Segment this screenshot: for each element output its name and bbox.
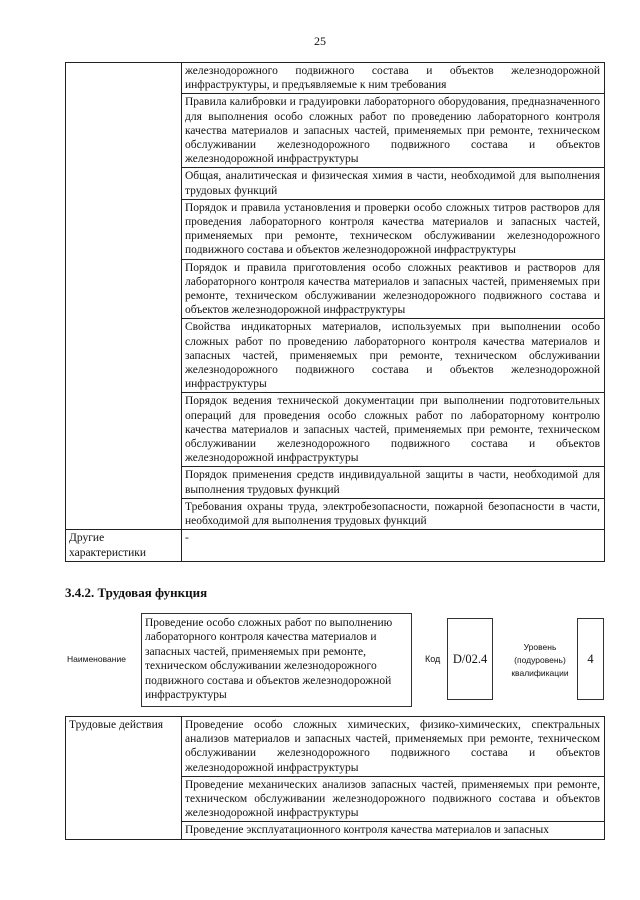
code-value: D/02.4: [447, 618, 493, 700]
table-row: [66, 63, 605, 94]
knowledge-item: Порядок ведения технической документации при выполнении подготовительных операций для проведения особо сложных работ по лабораторному контролю качества материалов и запасных частей, применяемых при ремонте, техническом обслуживании железнодорожного подвижного состава и объектов железнодорожной инфраструктуры: [182, 393, 605, 467]
action-item: Проведение механических анализов запасных частей, применяемых при ремонте, техническом обслуживании железнодорожного подвижного состава и объектов железнодорожной инфраструктуры: [182, 776, 605, 822]
section-title: 3.4.2. Трудовая функция: [65, 585, 208, 600]
other-characteristics-value: -: [182, 530, 605, 561]
name-label: Наименование: [67, 654, 126, 664]
actions-table: [65, 716, 605, 840]
knowledge-item: Требования охраны труда, электробезопасности, пожарной безопасности в части, необходимой для выполнения трудовых функций: [182, 498, 605, 529]
knowledge-label-cell: [66, 63, 182, 530]
knowledge-item: Порядок применения средств индивидуальной защиты в части, необходимой для выполнения трудовых функций: [182, 467, 605, 498]
knowledge-item: Порядок и правила приготовления особо сложных реактивов и растворов для лабораторного контроля качества материалов и запасных частей, применяемых при ремонте, техническом обслуживании железнодорожного подвижного состава и объектов железнодорожной инфраструктуры: [182, 259, 605, 319]
action-item: Проведение особо сложных химических, физико-химических, спектральных анализов материалов и запасных частей, применяемых при ремонте, техническом обслуживании железнодорожного подвижного состава и объектов железнодорожной инфраструктуры: [182, 717, 605, 777]
knowledge-item: Общая, аналитическая и физическая химия в части, необходимой для выполнения трудовых функций: [182, 168, 605, 199]
action-item: Проведение эксплуатационного контроля качества материалов и запасных: [182, 822, 605, 839]
other-characteristics-label: Другие характеристики: [66, 530, 182, 561]
function-name: Проведение особо сложных работ по выполнению лабораторного контроля качества материалов и запасных частей, применяемых при ремонте, техническом обслуживании железнодорожного подвижного состава и объектов железнодорожной инфраструктуры: [141, 613, 412, 707]
knowledge-item: Порядок и правила установления и проверки особо сложных титров растворов для проведения лабораторного контроля качества материалов и запасных частей, применяемых при ремонте, техническом обслуживании железнодорожного подвижного состава и объектов железнодорожной инфраструктуры: [182, 199, 605, 259]
code-label: Код: [425, 654, 441, 664]
actions-label: Трудовые действия: [66, 717, 182, 840]
table-row: [66, 717, 605, 777]
other-characteristics-row: [66, 530, 605, 561]
knowledge-item: железнодорожного подвижного состава и объектов железнодорожной инфраструктуры, и предъявляемые к ним требования: [182, 63, 605, 94]
knowledge-item: Свойства индикаторных материалов, используемых при выполнении особо сложных работ по проведению лабораторного контроля качества материалов и запасных частей, применяемых при ремонте, техническом обслуживании железнодорожного подвижного состава и объектов железнодорожной инфраструктуры: [182, 319, 605, 393]
page-number: 25: [314, 34, 326, 48]
knowledge-table: [65, 62, 605, 562]
level-value: 4: [577, 618, 604, 700]
knowledge-item: Правила калибровки и градуировки лабораторного оборудования, предназначенного для выполнения особо сложных работ по проведению лабораторного контроля качества материалов и запасных частей, применяемых при ремонте, техническом обслуживании железнодорожного подвижного состава и объектов железнодорожной инфраструктуры: [182, 94, 605, 168]
level-label: Уровень (подуровень) квалификации: [511, 642, 569, 678]
